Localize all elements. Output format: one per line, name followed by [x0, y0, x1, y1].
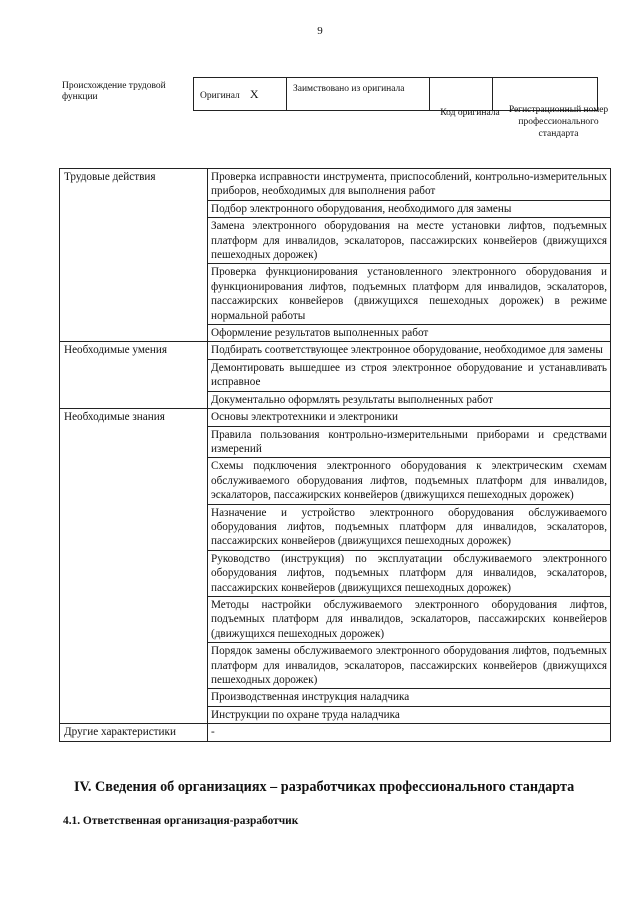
row-label: Другие характеристики	[60, 724, 208, 741]
row-item: Замена электронного оборудования на месте установки лифтов, подъемных платформ для инвалидов, эскалаторов, пассажирских конвейеров (движущихся пешеходных дорожек)	[208, 218, 611, 264]
table-row	[60, 724, 611, 741]
row-item: Схемы подключения электронного оборудования к электрическим схемам обслуживаемого оборудования лифтов, подъемных платформ для инвалидов, эскалаторов, пассажирских конвейеров (движущихся пешеходных дорожек)	[208, 458, 611, 504]
row-item: Производственная инструкция наладчика	[208, 689, 611, 706]
code-caption: Код оригинала	[440, 108, 500, 118]
row-item: Основы электротехники и электроники	[208, 409, 611, 426]
original-cell	[194, 78, 287, 111]
row-item: Документально оформлять результаты выполненных работ	[208, 391, 611, 408]
section-heading: IV. Сведения об организациях – разработчиках профессионального стандарта	[74, 779, 575, 795]
row-item: Подбор электронного оборудования, необходимого для замены	[208, 200, 611, 217]
row-item: Проверка функционирования установленного электронного оборудования и функционирования лифтов, подъемных платформ для инвалидов, эскалаторов, пассажирских конвейеров (движущихся пешеходных дорожек) в режиме нормальной работы	[208, 264, 611, 325]
row-item: Проверка исправности инструмента, приспособлений, контрольно-измерительных приборов, необходимых для выполнения работ	[208, 169, 611, 201]
table-row	[60, 409, 611, 426]
subsection-heading: 4.1. Ответственная организация-разработчик	[63, 815, 299, 827]
row-item: Руководство (инструкция) по эксплуатации обслуживаемого электронного оборудования лифтов, подъемных платформ для инвалидов, эскалаторов, пассажирских конвейеров (движущихся пешеходных дорожек)	[208, 550, 611, 596]
table-row	[60, 169, 611, 201]
original-mark: X	[249, 86, 259, 101]
row-item: Демонтировать вышедшее из строя электронное оборудование и устанавливать исправное	[208, 359, 611, 391]
original-label: Оригинал	[200, 90, 240, 101]
row-label: Необходимые умения	[60, 342, 208, 409]
origin-label: Происхождение трудовой функции	[62, 81, 166, 102]
row-item: Назначение и устройство электронного оборудования обслуживаемого оборудования лифтов, подъемных платформ для инвалидов, эскалаторов, пассажирских конвейеров (движущихся пешеходных дорожек)	[208, 504, 611, 550]
row-item: Подбирать соответствующее электронное оборудование, необходимое для замены	[208, 342, 611, 359]
row-item: Оформление результатов выполненных работ	[208, 325, 611, 342]
row-item: Правила пользования контрольно-измерительными приборами и средствами измерений	[208, 426, 611, 458]
row-item: Методы настройки обслуживаемого электронного оборудования лифтов, подъемных платформ для инвалидов, эскалаторов, пассажирских конвейеров (движущихся пешеходных дорожек)	[208, 596, 611, 642]
row-item: Порядок замены обслуживаемого электронного оборудования лифтов, подъемных платформ для инвалидов, эскалаторов, пассажирских конвейеров (движущихся пешеходных дорожек)	[208, 643, 611, 689]
row-label: Необходимые знания	[60, 409, 208, 724]
row-item: -	[208, 724, 611, 741]
borrowed-cell: Заимствовано из оригинала	[287, 78, 430, 111]
page-number: 9	[317, 25, 323, 37]
row-label: Трудовые действия	[60, 169, 208, 342]
reg-caption: Регистрационный номер профессионального стандарта	[508, 105, 609, 139]
function-table	[59, 168, 611, 742]
row-item: Инструкции по охране труда наладчика	[208, 706, 611, 723]
code-cell	[430, 78, 493, 111]
table-row	[60, 342, 611, 359]
